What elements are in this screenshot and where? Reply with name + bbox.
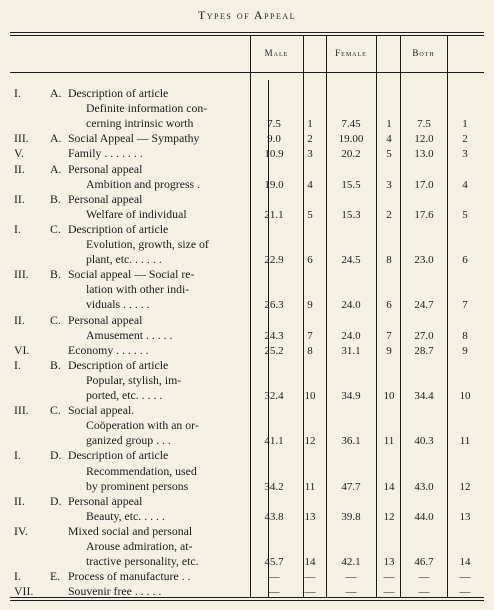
roman-numeral: II. [14, 493, 25, 508]
male-rank: 8 [307, 344, 313, 357]
male-value: 26.3 [264, 299, 284, 312]
both-rank: 13 [459, 510, 471, 523]
both-rank: 4 [462, 178, 468, 191]
female-value: 39.8 [341, 510, 361, 523]
both-rank: 10 [459, 390, 471, 402]
male-value: 7.5 [267, 118, 281, 131]
appeal-label: Amusement . . . . . [86, 327, 173, 342]
both-value: 12.0 [414, 133, 434, 146]
appeal-label: Personal appeal [68, 161, 143, 176]
roman-numeral: I. [14, 569, 21, 584]
appeal-label: Description of article [68, 357, 169, 372]
roman-numeral: VII. [14, 584, 34, 599]
both-value: 17.6 [414, 208, 434, 221]
letter-label: A. [50, 161, 62, 176]
both-value: 44.0 [414, 510, 434, 523]
male-rank: 7 [307, 329, 313, 342]
header-both: Both [412, 48, 435, 58]
both-value: — [418, 586, 430, 599]
letter-label: A. [50, 86, 62, 100]
appeal-label: Souvenir free . . . . . [68, 584, 162, 599]
both-rank: 9 [462, 344, 468, 357]
roman-numeral: V. [14, 146, 24, 161]
appeal-label: Beauty, etc. . . . . [86, 508, 165, 523]
roman-numeral: III. [14, 131, 29, 146]
letter-label: B. [50, 267, 61, 282]
female-rank: 12 [383, 510, 395, 523]
female-rank: 14 [383, 480, 395, 493]
female-value: 19.00 [338, 133, 364, 146]
female-value: 31.1 [341, 344, 361, 357]
both-value: 17.0 [414, 178, 434, 191]
female-value: 36.1 [341, 435, 361, 448]
both-rank: 3 [462, 148, 468, 161]
both-rank: — [459, 586, 471, 599]
roman-numeral: II. [14, 312, 25, 327]
letter-label: D. [50, 448, 62, 463]
male-rank: 12 [304, 435, 316, 448]
roman-numeral: I. [14, 86, 21, 100]
table-title: Types of Appeal [197, 8, 297, 22]
top-rule-inner [10, 35, 484, 36]
both-value: 28.7 [414, 344, 434, 357]
female-rank: 5 [386, 148, 392, 161]
both-value: 34.4 [414, 390, 434, 402]
male-value: 41.1 [264, 435, 284, 448]
appeal-label: Description of article [68, 448, 169, 463]
male-rank: 11 [304, 480, 316, 493]
both-value: 46.7 [414, 556, 434, 569]
male-rank: 3 [307, 148, 313, 161]
both-rank: 11 [459, 435, 471, 448]
male-rank: 10 [304, 390, 316, 402]
roman-numeral: III. [14, 403, 29, 418]
letter-label: A. [50, 131, 62, 146]
letter-label: B. [50, 357, 61, 372]
appeal-label: Mixed social and personal [68, 523, 193, 538]
letter-label: C. [50, 312, 61, 327]
appeal-label: Popular, stylish, im- [86, 372, 182, 387]
appeal-label: Definite information con- [86, 101, 208, 116]
female-rank: 2 [386, 208, 392, 221]
male-rank: 2 [307, 133, 313, 146]
roman-numeral: VI. [14, 342, 30, 357]
letter-label: C. [50, 221, 61, 236]
appeal-label: tractive personality, etc. [86, 554, 199, 569]
roman-numeral: III. [14, 267, 29, 282]
appeal-label: Evolution, growth, size of [86, 237, 209, 251]
female-rank: 10 [383, 390, 395, 402]
roman-numeral: II. [14, 191, 25, 206]
male-rank: 13 [304, 510, 316, 523]
appeal-label: ganized group . . . [86, 433, 171, 448]
both-rank: 5 [462, 208, 468, 221]
male-value: 24.3 [264, 329, 284, 342]
both-rank: 7 [462, 299, 468, 312]
both-rank: 2 [462, 133, 468, 146]
female-value: 24.0 [341, 299, 361, 312]
roman-numeral: I. [14, 221, 21, 236]
appeal-label: Family . . . . . . . [68, 146, 143, 161]
letter-label: E. [50, 569, 61, 584]
female-value: 47.7 [341, 480, 361, 493]
male-value: 32.4 [264, 390, 284, 402]
col-divider [400, 36, 401, 597]
header-female: Female [335, 48, 367, 58]
female-rank: 4 [386, 133, 392, 146]
appeal-label: Recommendation, used [86, 463, 197, 478]
both-value: 23.0 [414, 254, 434, 267]
male-value: 43.8 [264, 510, 284, 523]
appeal-label: Coöperation with an or- [86, 418, 199, 433]
appeal-label: Welfare of individual [86, 206, 187, 221]
male-rank: 4 [307, 178, 313, 191]
both-rank: 12 [459, 480, 471, 493]
col-divider [447, 36, 448, 597]
male-value: 9.0 [267, 133, 281, 146]
both-value: 43.0 [414, 480, 434, 493]
appeal-label: Social appeal. [68, 403, 135, 418]
both-value: — [418, 571, 430, 584]
male-value: 19.0 [264, 178, 284, 191]
female-rank: 9 [386, 344, 392, 357]
roman-numeral: II. [14, 161, 25, 176]
female-value: — [345, 571, 357, 584]
male-rank: — [304, 586, 316, 599]
both-rank: 14 [459, 556, 471, 569]
appeal-label: Social Appeal — Sympathy [68, 131, 200, 146]
both-value: 13.0 [414, 148, 434, 161]
female-rank: 1 [386, 118, 392, 131]
male-value: — [268, 571, 280, 584]
col-divider [250, 36, 251, 597]
appeal-label: Economy . . . . . . [68, 342, 149, 357]
male-rank: 6 [307, 254, 313, 267]
appeal-label: ported, etc. . . . . [86, 388, 163, 402]
male-rank: 5 [307, 208, 313, 221]
col-divider [376, 36, 377, 597]
female-rank: 13 [383, 556, 395, 569]
female-rank: — [383, 571, 395, 584]
male-value: 21.1 [264, 208, 284, 221]
both-rank: — [459, 571, 471, 584]
male-rank: 9 [307, 299, 313, 312]
male-rank: 14 [304, 556, 316, 569]
male-rank: 1 [307, 118, 313, 131]
both-rank: 8 [462, 329, 468, 342]
female-value: 34.9 [341, 390, 361, 402]
appeal-label: Description of article [68, 221, 169, 236]
female-rank: 7 [386, 329, 392, 342]
female-rank: 11 [383, 435, 395, 448]
female-rank: 8 [386, 254, 392, 267]
female-rank: 3 [386, 178, 392, 191]
male-rank: — [304, 571, 316, 584]
female-value: 20.2 [341, 148, 361, 161]
roman-numeral: IV. [14, 523, 28, 538]
female-value: 15.3 [341, 208, 361, 221]
appeal-label: Process of manufacture . . [68, 569, 191, 584]
appeal-label: Personal appeal [68, 493, 143, 508]
letter-label: B. [50, 191, 61, 206]
male-value: — [268, 586, 280, 599]
female-rank: — [383, 586, 395, 599]
header-rule [10, 72, 484, 73]
female-value: 24.0 [341, 329, 361, 342]
top-rule [10, 32, 484, 33]
appeal-label: Arouse admiration, at- [86, 539, 193, 553]
appeal-label: Personal appeal [68, 312, 143, 327]
female-value: 24.5 [341, 254, 361, 267]
roman-numeral: I. [14, 448, 21, 463]
roman-numeral: I. [14, 357, 21, 372]
both-value: 27.0 [414, 329, 434, 342]
appeal-label: Ambition and progress . [86, 176, 201, 191]
letter-label: D. [50, 493, 62, 508]
female-value: — [345, 586, 357, 599]
both-rank: 6 [462, 254, 468, 267]
both-value: 24.7 [414, 299, 434, 312]
female-value: 15.5 [341, 178, 361, 191]
appeal-label: by prominent persons [86, 478, 189, 493]
appeal-label: Personal appeal [68, 191, 143, 206]
letter-label: C. [50, 403, 61, 418]
male-value: 25.2 [264, 344, 284, 357]
appeal-label: cerning intrinsic worth [86, 116, 194, 131]
appeal-label: Description of article [68, 86, 169, 100]
appeal-label: lation with other indi- [86, 282, 190, 297]
appeal-label: plant, etc. . . . . . [86, 252, 162, 267]
male-value: 10.9 [264, 148, 284, 161]
appeal-label: Social appeal — Social re- [68, 267, 195, 282]
header-male: Male [264, 48, 289, 58]
male-value: 34.2 [264, 480, 284, 493]
appeal-label: viduals . . . . . [86, 297, 150, 312]
both-rank: 1 [462, 118, 468, 131]
female-rank: 6 [386, 299, 392, 312]
female-value: 7.45 [341, 118, 361, 131]
male-value: 45.7 [264, 556, 284, 569]
both-value: 7.5 [417, 118, 431, 131]
female-value: 42.1 [341, 556, 361, 569]
both-value: 40.3 [414, 435, 434, 448]
male-value: 22.9 [264, 254, 284, 267]
bottom-rule-inner [10, 600, 484, 601]
